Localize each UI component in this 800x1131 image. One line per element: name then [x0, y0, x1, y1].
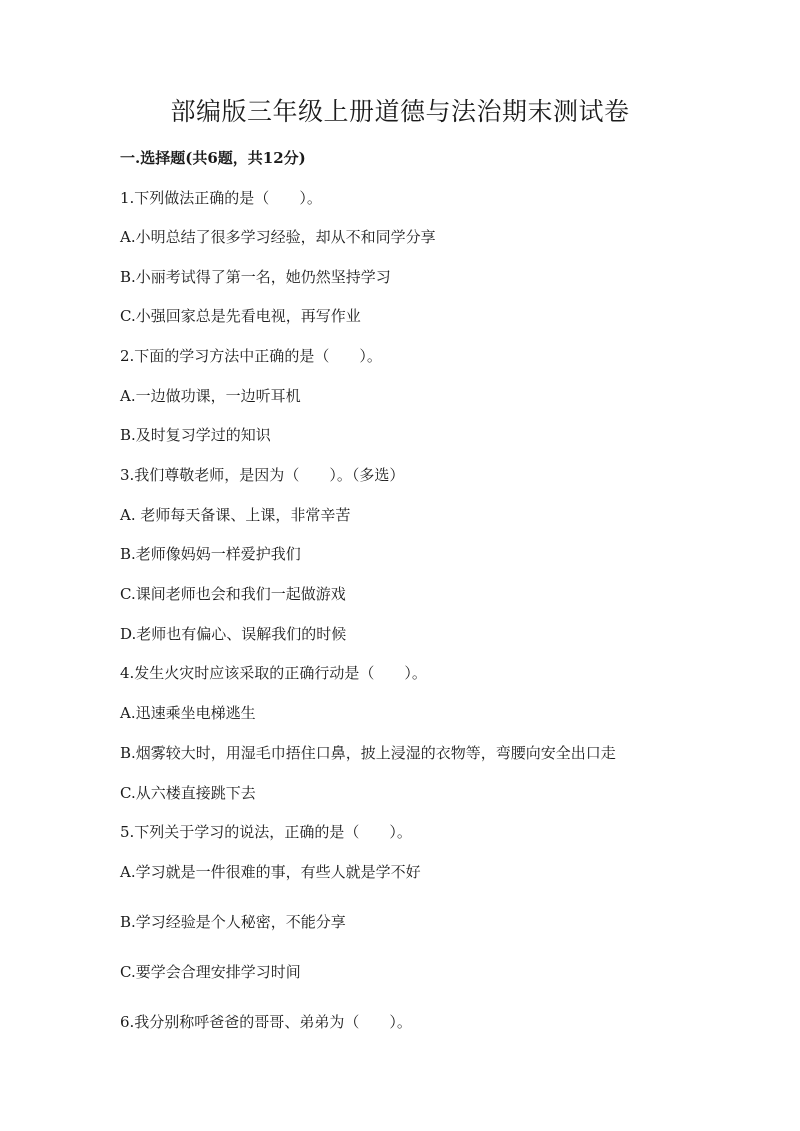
question-2-option-b: B.及时复习学过的知识: [120, 426, 271, 444]
question-3: 3.我们尊敬老师，是因为（ ）。（多选）: [120, 466, 405, 484]
question-5-option-a: A.学习就是一件很难的事，有些人就是学不好: [120, 863, 421, 881]
question-2-option-a: A.一边做功课，一边听耳机: [120, 387, 301, 405]
question-1-option-a: A.小明总结了很多学习经验，却从不和同学分享: [120, 228, 436, 246]
question-5: 5.下列关于学习的说法，正确的是（ ）。: [120, 823, 412, 841]
question-1-option-b: B.小丽考试得了第一名，她仍然坚持学习: [120, 268, 391, 286]
question-1: 1.下列做法正确的是（ ）。: [120, 189, 322, 207]
section-heading: 一.选择题(共6题，共12分): [120, 149, 306, 167]
question-4-option-c: C.从六楼直接跳下去: [120, 784, 256, 802]
question-2: 2.下面的学习方法中正确的是（ ）。: [120, 347, 382, 365]
question-4-option-b: B.烟雾较大时，用湿毛巾捂住口鼻，披上浸湿的衣物等，弯腰向安全出口走: [120, 744, 616, 762]
question-1-option-c: C.小强回家总是先看电视，再写作业: [120, 307, 361, 325]
question-4: 4.发生火灾时应该采取的正确行动是（ ）。: [120, 664, 427, 682]
question-3-option-b: B.老师像妈妈一样爱护我们: [120, 545, 301, 563]
question-3-option-d: D.老师也有偏心、误解我们的时候: [120, 625, 347, 643]
question-6: 6.我分别称呼爸爸的哥哥、弟弟为（ ）。: [120, 1013, 412, 1031]
question-5-option-b: B.学习经验是个人秘密，不能分享: [120, 913, 346, 931]
question-3-option-a: A. 老师每天备课、上课，非常辛苦: [120, 506, 351, 524]
question-4-option-a: A.迅速乘坐电梯逃生: [120, 704, 256, 722]
page-title: 部编版三年级上册道德与法治期末测试卷: [170, 97, 630, 126]
question-5-option-c: C.要学会合理安排学习时间: [120, 963, 301, 981]
question-3-option-c: C.课间老师也会和我们一起做游戏: [120, 585, 346, 603]
